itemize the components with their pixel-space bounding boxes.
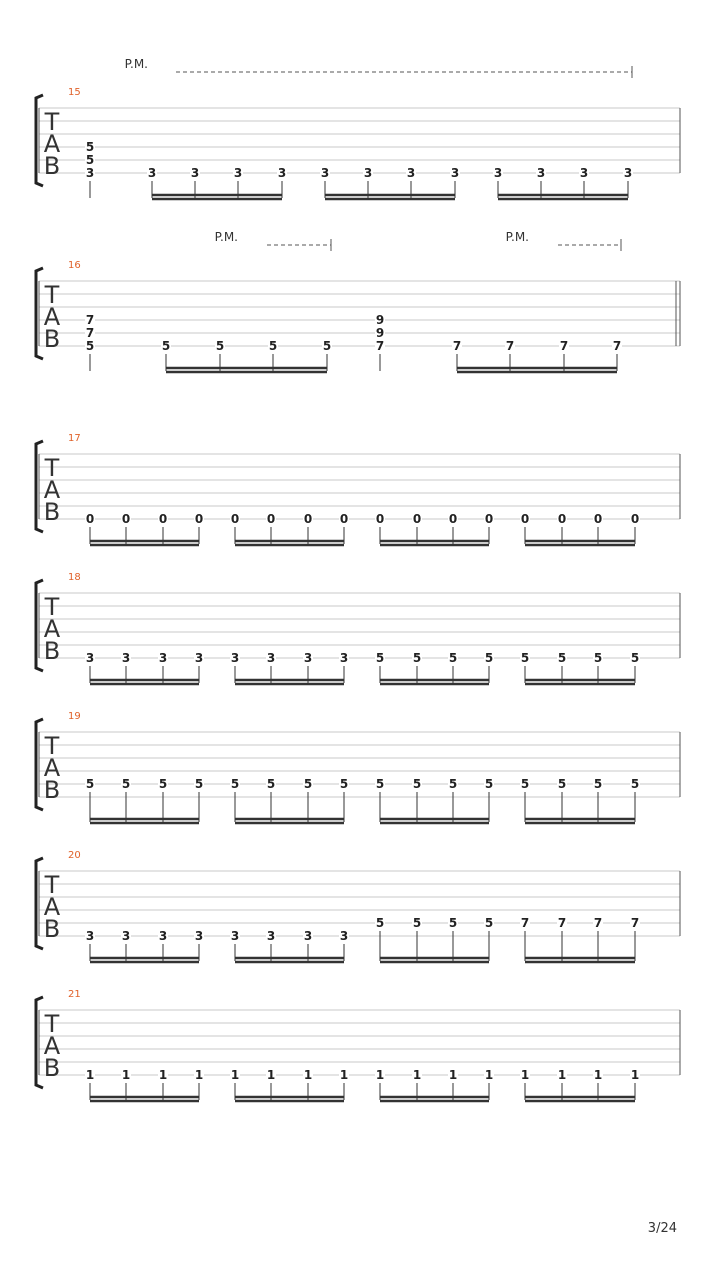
fret-number: 5 — [266, 777, 276, 791]
tab-clef-letter: B — [43, 498, 61, 526]
fret-number: 0 — [85, 512, 95, 526]
fret-number: 5 — [484, 916, 494, 930]
tab-system-18 — [36, 572, 680, 684]
tab-system-19 — [36, 711, 680, 823]
measure-number: 16 — [68, 260, 81, 271]
measure-number: 20 — [68, 850, 81, 861]
fret-number: 0 — [230, 512, 240, 526]
fret-number: 7 — [557, 916, 567, 930]
fret-number: 3 — [85, 166, 95, 180]
fret-number: 3 — [536, 166, 546, 180]
fret-number: 1 — [85, 1068, 95, 1082]
measure-number: 18 — [68, 572, 81, 583]
fret-number: 5 — [520, 651, 530, 665]
fret-number: 3 — [85, 651, 95, 665]
fret-number: 7 — [612, 339, 622, 353]
fret-number: 1 — [339, 1068, 349, 1082]
fret-number: 1 — [121, 1068, 131, 1082]
fret-number: 5 — [85, 777, 95, 791]
measure-number: 17 — [68, 433, 81, 444]
fret-number: 3 — [158, 651, 168, 665]
fret-number: 3 — [266, 929, 276, 943]
tab-system-17 — [36, 433, 680, 545]
fret-number: 1 — [630, 1068, 640, 1082]
fret-number: 5 — [448, 777, 458, 791]
tab-clef-letter: A — [43, 615, 61, 643]
tab-system-15 — [36, 57, 680, 199]
tab-system-16 — [36, 230, 680, 372]
fret-number: 1 — [194, 1068, 204, 1082]
fret-number: 0 — [630, 512, 640, 526]
fret-number: 0 — [593, 512, 603, 526]
fret-number: 3 — [493, 166, 503, 180]
fret-number: 5 — [85, 339, 95, 353]
tab-clef-letter: A — [43, 303, 61, 331]
fret-number: 3 — [406, 166, 416, 180]
fret-number: 5 — [412, 651, 422, 665]
fret-number: 5 — [557, 651, 567, 665]
fret-number: 0 — [520, 512, 530, 526]
fret-number: 1 — [266, 1068, 276, 1082]
fret-number: 9 — [375, 313, 385, 327]
fret-number: 5 — [630, 777, 640, 791]
fret-number: 7 — [593, 916, 603, 930]
fret-number: 7 — [520, 916, 530, 930]
tab-clef-letter: B — [43, 776, 61, 804]
fret-number: 7 — [375, 339, 385, 353]
measure-number: 19 — [68, 711, 81, 722]
fret-number: 3 — [158, 929, 168, 943]
fret-number: 5 — [557, 777, 567, 791]
tab-clef-letter: B — [43, 152, 61, 180]
fret-number: 5 — [412, 777, 422, 791]
fret-number: 7 — [85, 313, 95, 327]
fret-number: 3 — [363, 166, 373, 180]
fret-number: 3 — [121, 651, 131, 665]
fret-number: 5 — [194, 777, 204, 791]
tab-clef-letter: A — [43, 893, 61, 921]
fret-number: 5 — [484, 651, 494, 665]
fret-number: 7 — [452, 339, 462, 353]
fret-number: 3 — [121, 929, 131, 943]
fret-number: 3 — [147, 166, 157, 180]
fret-number: 0 — [121, 512, 131, 526]
tab-clef-letter: T — [44, 593, 60, 621]
fret-number: 5 — [375, 777, 385, 791]
fret-number: 0 — [158, 512, 168, 526]
tab-clef-letter: B — [43, 325, 61, 353]
tab-clef-letter: B — [43, 637, 61, 665]
fret-number: 5 — [121, 777, 131, 791]
palm-mute-label: P.M. — [505, 230, 529, 244]
fret-number: 9 — [375, 326, 385, 340]
fret-number: 5 — [412, 916, 422, 930]
fret-number: 0 — [194, 512, 204, 526]
fret-number: 3 — [230, 651, 240, 665]
fret-number: 5 — [303, 777, 313, 791]
fret-number: 5 — [375, 651, 385, 665]
fret-number: 5 — [230, 777, 240, 791]
tab-clef-letter: A — [43, 130, 61, 158]
fret-number: 0 — [339, 512, 349, 526]
tab-system-21 — [36, 989, 680, 1101]
fret-number: 5 — [268, 339, 278, 353]
fret-number: 3 — [339, 651, 349, 665]
fret-number: 0 — [484, 512, 494, 526]
fret-number: 3 — [194, 929, 204, 943]
fret-number: 1 — [593, 1068, 603, 1082]
tab-clef-letter: A — [43, 476, 61, 504]
measure-number: 15 — [68, 87, 81, 98]
fret-number: 5 — [375, 916, 385, 930]
fret-number: 3 — [339, 929, 349, 943]
fret-number: 3 — [266, 651, 276, 665]
fret-number: 3 — [194, 651, 204, 665]
tab-clef-letter: T — [44, 1010, 60, 1038]
fret-number: 0 — [303, 512, 313, 526]
fret-number: 5 — [85, 140, 95, 154]
fret-number: 3 — [303, 929, 313, 943]
fret-number: 3 — [623, 166, 633, 180]
page-number: 3/24 — [647, 1221, 677, 1236]
fret-number: 3 — [230, 929, 240, 943]
tab-clef-letter: T — [44, 108, 60, 136]
fret-number: 5 — [448, 916, 458, 930]
fret-number: 7 — [505, 339, 515, 353]
fret-number: 5 — [322, 339, 332, 353]
fret-number: 1 — [303, 1068, 313, 1082]
measure-number: 21 — [68, 989, 81, 1000]
fret-number: 3 — [190, 166, 200, 180]
fret-number: 3 — [277, 166, 287, 180]
fret-number: 0 — [375, 512, 385, 526]
fret-number: 7 — [630, 916, 640, 930]
fret-number: 0 — [448, 512, 458, 526]
fret-number: 5 — [593, 651, 603, 665]
fret-number: 1 — [230, 1068, 240, 1082]
fret-number: 7 — [85, 326, 95, 340]
tab-clef-letter: T — [44, 732, 60, 760]
tab-clef-letter: B — [43, 1054, 61, 1082]
fret-number: 5 — [339, 777, 349, 791]
fret-number: 5 — [161, 339, 171, 353]
fret-number: 5 — [484, 777, 494, 791]
tab-clef-letter: B — [43, 915, 61, 943]
fret-number: 1 — [520, 1068, 530, 1082]
fret-number: 3 — [233, 166, 243, 180]
fret-number: 5 — [215, 339, 225, 353]
tab-clef-letter: T — [44, 871, 60, 899]
fret-number: 0 — [412, 512, 422, 526]
fret-number: 5 — [520, 777, 530, 791]
fret-number: 3 — [579, 166, 589, 180]
tab-system-20 — [36, 850, 680, 962]
tab-clef-letter: T — [44, 454, 60, 482]
fret-number: 5 — [630, 651, 640, 665]
fret-number: 3 — [450, 166, 460, 180]
tab-clef-letter: A — [43, 754, 61, 782]
fret-number: 1 — [158, 1068, 168, 1082]
tab-clef-letter: A — [43, 1032, 61, 1060]
fret-number: 1 — [375, 1068, 385, 1082]
tab-clef-letter: T — [44, 281, 60, 309]
fret-number: 1 — [484, 1068, 494, 1082]
fret-number: 5 — [85, 153, 95, 167]
fret-number: 1 — [412, 1068, 422, 1082]
fret-number: 5 — [448, 651, 458, 665]
fret-number: 0 — [557, 512, 567, 526]
fret-number: 5 — [158, 777, 168, 791]
palm-mute-label: P.M. — [124, 57, 148, 71]
fret-number: 3 — [303, 651, 313, 665]
fret-number: 1 — [557, 1068, 567, 1082]
fret-number: 3 — [85, 929, 95, 943]
fret-number: 5 — [593, 777, 603, 791]
fret-number: 0 — [266, 512, 276, 526]
fret-number: 7 — [559, 339, 569, 353]
palm-mute-label: P.M. — [214, 230, 238, 244]
fret-number: 3 — [320, 166, 330, 180]
fret-number: 1 — [448, 1068, 458, 1082]
